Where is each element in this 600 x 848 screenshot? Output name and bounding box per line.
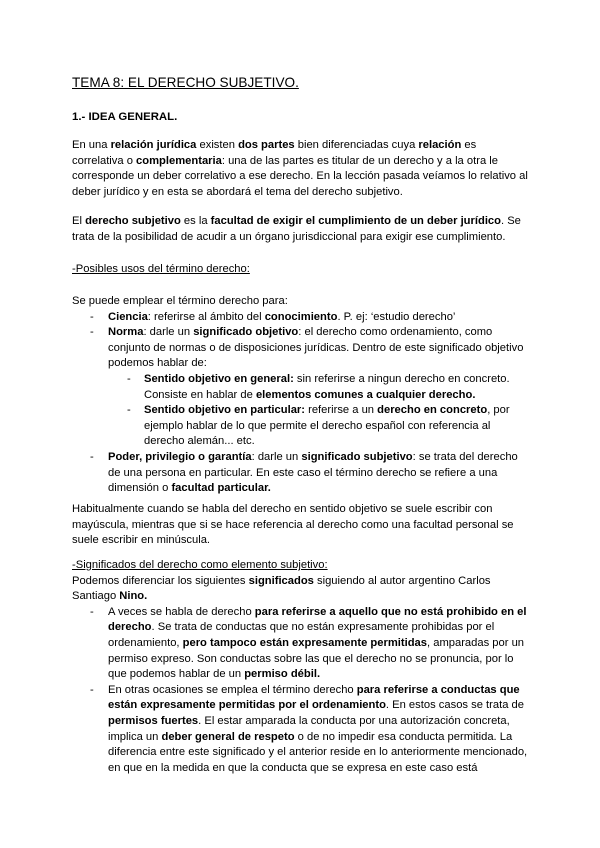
subheading-significados: -Significados del derecho como elemento subjetivo: <box>72 559 328 571</box>
meanings-intro: Podemos diferenciar los siguientes significados siguiendo al autor argentino Carlos Santiago Nino. <box>72 574 491 603</box>
list-item-sentido-particular: - Sentido objetivo en particular: referirse a un derecho en concreto, por ejemplo hablar de lo que permite el derecho español con referencia al derecho alemán... etc. <box>127 404 510 448</box>
section-heading: 1.- IDEA GENERAL. <box>72 111 178 123</box>
uses-list-block <box>72 294 530 497</box>
list-item-poder: - Poder, privilegio o garantía: darle un significado subjetivo: se trata del derecho de una persona en particular. En este caso el término derecho se refiere a una dimensión o facultad particular. <box>90 450 518 495</box>
meanings-block <box>72 558 530 776</box>
uses-intro: Se puede emplear el término derecho para: <box>72 295 288 307</box>
list-item-ciencia: - Ciencia: referirse al ámbito del conocimiento. P. ej: ‘estudio derecho’ <box>90 310 456 323</box>
meanings-list <box>72 605 530 777</box>
document-title: TEMA 8: EL DERECHO SUBJETIVO. <box>72 75 299 90</box>
uses-list <box>72 310 530 497</box>
list-item-permiso-fuerte: - En otras ocasiones se emplea el término derecho para referirse a conductas que están expresamente permitidas por el ordenamiento. En estos casos se trata de permisos fuertes. El estar amparada la conducta por una autorización concreta, implica un deber general de respeto o de no impedir esa conducta permitida. La diferencia entre este significado y el anterior reside en lo anteriormente mencionado, en que en la medida en que la conducta que se expresa en este caso está <box>90 683 528 774</box>
paragraph-relacion-juridica: En una relación jurídica existen dos partes bien diferenciadas cuya relación es correlativa o complementaria: una de las partes es titular de un derecho y a la otra le corresponde un deber correlativo a ese derecho. En la lección pasada veíamos lo relativo al deber jurídico y en esta se abordará el tema del derecho subjetivo. <box>72 139 528 198</box>
list-item-permiso-debil: - A veces se habla de derecho para referirse a aquello que no está prohibido en el derecho. Se trata de conductas que no están expresamente prohibidas por el ordenamiento, pero tampoco están expresamente permitidas, amparadas por un permiso expreso. Son conductas sobre las que el derecho no se pronuncia, por lo que podemos hablar de un permiso débil. <box>90 605 527 681</box>
paragraph-definicion: El derecho subjetivo es la facultad de exigir el cumplimiento de un deber jurídico. Se trata de la posibilidad de acudir a un órgano jurisdiccional para exigir ese cumplimiento. <box>72 215 521 243</box>
subheading-posibles-usos: -Posibles usos del término derecho: <box>72 263 250 275</box>
list-item-sentido-general: - Sentido objetivo en general: sin referirse a ningun derecho en concreto. Consiste en hablar de elementos comunes a cualquier derecho. <box>127 372 510 401</box>
list-item-norma: - Norma: darle un significado objetivo: el derecho como ordenamiento, como conjunto de normas o de disposiciones jurídicas. Dentro de este significado objetivo podemos hablar de: <box>90 326 524 370</box>
paragraph-mayuscula: Habitualmente cuando se habla del derecho en sentido objetivo se suele escribir con mayúscula, mientras que si se hace referencia al derecho como una facultad personal se suele escribir en minúscula. <box>72 503 514 547</box>
